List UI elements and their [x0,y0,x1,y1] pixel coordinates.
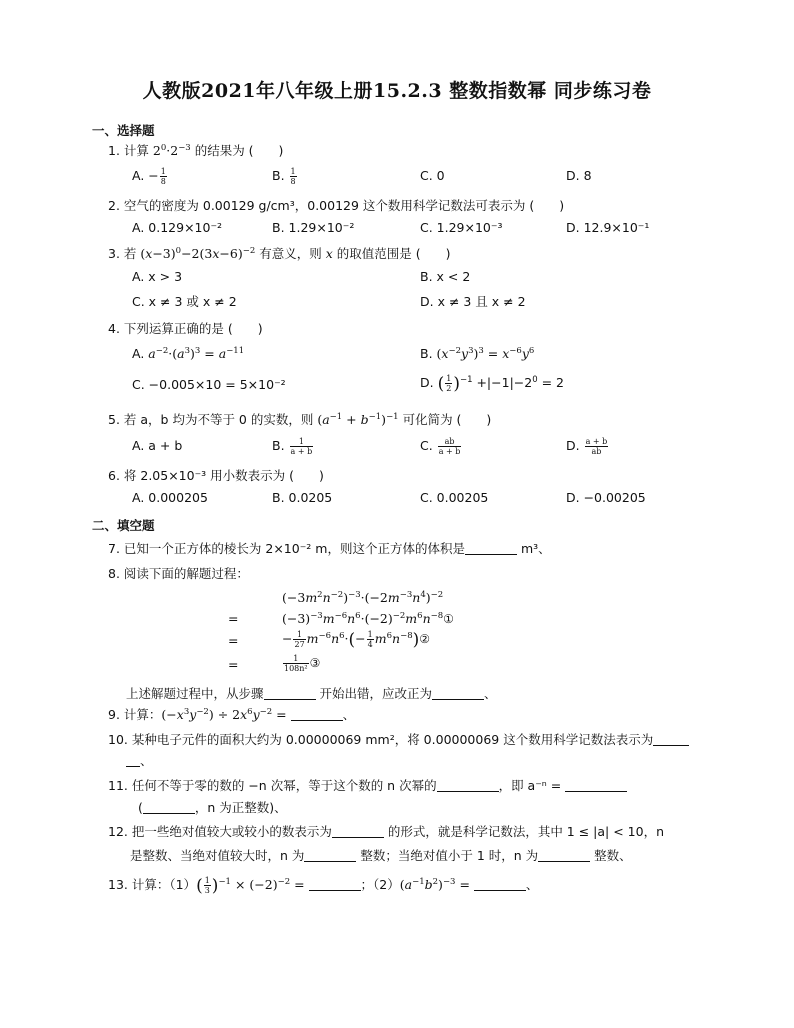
q5-option-c: C. $\frac{ab}{a + b}$ [420,437,461,456]
question-8: 8. 阅读下面的解题过程： [108,566,249,581]
q5-option-a: A. a + b [132,438,183,453]
q6-option-b: B. 0.0205 [272,490,333,505]
q3-option-c: C. x ≠ 3 或 x ≠ 2 [132,294,237,309]
q5-option-d: D. $\frac{a + b}{ab}$ [566,437,608,456]
question-1: 1. 计算 $2^0\cdot 2^{-3}$ 的结果为 ( ) [108,143,284,158]
q6-option-c: C. 0.00205 [420,490,489,505]
q3-option-a: A. x > 3 [132,269,183,284]
question-11-cont: ( ，n 为正整数)、 [138,800,287,815]
question-2: 2. 空气的密度为 0.00129 g/cm³，0.00129 这个数用科学记数法可表示为 ( ) [108,198,565,213]
section-heading-choice: 一、选择题 [92,123,155,138]
question-6: 6. 将 2.05×10⁻³ 用小数表示为 ( ) [108,468,324,483]
q8-conclusion: 上述解题过程中，从步骤 开始出错，应改正为 、 [126,686,497,701]
q4-option-a: A. $a^{-2}\cdot(a^3)^3 = a^{-11}$ [132,346,245,361]
q8-step-2-expr: − $\frac{1}{27}$ $m^{-6}n^6\cdot(-$ $\frac{1}{4}$ $m^6n^{-8})②$ [282,630,431,650]
q8-step-2: = [228,633,239,648]
q3-option-b: B. x < 2 [420,269,471,284]
q8-step-3-expr: $\frac{1}{\text{108n²}}$ ③ [284,654,321,673]
q5-option-b: B. $\frac{1}{a + b}$ [272,437,313,456]
answer-blank [465,541,517,555]
q1-option-c: C. 0 [420,168,445,183]
q2-option-b: B. 1.29×10⁻² [272,220,355,235]
q4-option-d: D. ( $\frac{1}{2}$ )$^{-1} +|-1|-2^0 = 2$ [420,374,565,394]
q8-step-1-expr: $(-3)^{-3}m^{-6}n^6\cdot(-2)^{-2}m^6n^{-8}①$ [282,611,454,626]
q8-step-0: $(-3m^2n^{-2})^{-3}\cdot(-2m^{-3}n^4)^{-2}$ [282,590,444,605]
question-10-cont: 、 [126,752,153,770]
q4-option-c: C. −0.005×10 = 5×10⁻² [132,377,286,392]
question-11: 11. 任何不等于零的数的 −n 次幂，等于这个数的 n 次幂的 ，即 a⁻ⁿ = [108,777,627,795]
section-heading-fill: 二、填空题 [92,518,155,533]
q8-step-1: = [228,611,239,626]
q8-step-3: = [228,657,239,672]
question-10: 10. 某种电子元件的面积大约为 0.00000069 mm²，将 0.00000069 这个数用科学记数法表示为 [108,731,689,749]
q6-option-d: D. −0.00205 [566,490,646,505]
question-12: 12. 把一些绝对值较大或较小的数表示为 的形式，就是科学记数法，其中 1 ≤ |a| < 10，n [108,824,665,839]
q2-option-a: A. 0.129×10⁻² [132,220,223,235]
q1-option-a: A. − $\frac{1}{8}$ [132,167,166,186]
question-7: 7. 已知一个正方体的棱长为 2×10⁻² m，则这个正方体的体积是 m³、 [108,541,551,556]
page-title: 人教版2021年八年级上册15.2.3 整数指数幂 同步练习卷 [142,80,652,102]
q1-option-b: B. $\frac{1}{8}$ [272,167,296,186]
q6-option-a: A. 0.000205 [132,490,208,505]
question-13: 13. 计算：（1）( $\frac{1}{3}$ )$^{-1} \times (-2)^{-2}$ = ；$(2)(a^{-1}b^2)^{-3}$ = 、 [108,876,539,896]
question-5: 5. 若 a，b 均为不等于 0 的实数，则 $(a^{-1} + b^{-1})^{-1}$ 可化简为 ( ) [108,412,492,427]
q1-option-d: D. 8 [566,168,592,183]
question-9: 9. 计算：$(-x^3y^{-2}) \div 2x^6y^{-2}$ = 、 [108,707,356,722]
q4-option-b: B. $(x^{-2}y^3)^3 = x^{-6}y^6$ [420,346,535,361]
question-4: 4. 下列运算正确的是 ( ) [108,321,263,336]
q2-option-c: C. 1.29×10⁻³ [420,220,503,235]
question-3: 3. 若 $(x-3)^0-2(3x-6)^{-2}$ 有意义，则 x 的取值范围是 ( ) [108,246,451,261]
q3-option-d: D. x ≠ 3 且 x ≠ 2 [420,294,526,309]
q2-option-d: D. 12.9×10⁻¹ [566,220,650,235]
question-12-cont: 是整数、当绝对值较大时，n 为 整数；当绝对值小于 1 时，n 为 整数、 [130,848,632,863]
